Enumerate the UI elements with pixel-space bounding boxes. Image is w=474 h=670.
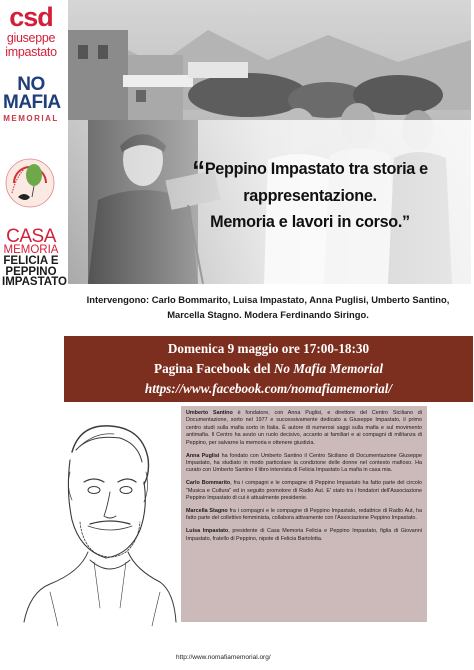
website-url-link[interactable]: http://www.nomafiamemorial.org/ (176, 654, 271, 661)
csd-logo-line1: giuseppe (6, 31, 56, 45)
casa-logo-line5: IMPASTATO (2, 276, 67, 289)
speaker-bios-panel (181, 406, 427, 622)
event-info-banner (64, 336, 473, 402)
bio-text: fra i compagni e le compagne di Peppino Impastato, redattrice di Radio Aut, ha fatto parte del collettivo femminista, collabora attivamente con l'Associazione Peppino Impastato. (186, 507, 423, 522)
event-title-quote (160, 156, 460, 235)
bio-name: Marcella Stagno (186, 507, 228, 514)
csd-logo-title: csd (9, 2, 53, 32)
casa-logo-line3: FELICIA E (3, 255, 59, 268)
quote-line-2: rappresentazione. (243, 187, 377, 205)
quote-line-3: Memoria e lavori in corso.” (210, 213, 410, 231)
historical-photo-collage (68, 0, 471, 284)
bio-paragraph (186, 528, 422, 543)
nomafia-memorial-logo (3, 76, 59, 123)
bio-text: , presidente di Casa Memoria Felicia e Peppino Impastato, figlia di Giovanni Impastato, fratello di Peppino, nipote di Felicia Bartolotta. (186, 528, 422, 542)
bio-paragraph (186, 410, 422, 447)
bio-text: è fondatore, con Anna Puglisi, e direttore del Centro Siciliano di Documentazione, sorto nel 1977 e successivamente dedicato a Giuseppe Impastato, il primo centro studi sulla mafia sorto in Italia. È autore di numerosi saggi sulla mafia e sul movimento antimafia. Il Centro ha avuto un ruolo decisivo, accanto ai familiari e ai compagni di militanza di Peppino, per salvarne la memoria e ottenere giustizia. (186, 410, 422, 446)
casa-logo-line2: MEMORIA (3, 244, 59, 257)
facebook-page-name: No Mafia Memorial (273, 361, 383, 376)
logo-column (0, 0, 67, 290)
bio-paragraph (186, 480, 422, 502)
speakers-line-2: Marcella Stagno. Modera Ferdinando Siringo. (167, 309, 369, 320)
quote-line-1 (160, 156, 460, 183)
speakers-line-1: Intervengono: Carlo Bommarito, Luisa Impastato, Anna Puglisi, Umberto Santino, (86, 294, 450, 305)
bio-name: Luisa Impastato (186, 528, 229, 535)
csd-logo-line2: impastato (5, 44, 57, 59)
bio-text: ha fondato con Umberto Santino il Centro Siciliano di Documentazione Giuseppe Impastato, ha studiato in modo particolare la condizione delle donne nel contesto mafioso. Ha curato con Umberto Santino il libro intervista di Felicia Impastato La mafia in casa mia. (186, 452, 422, 474)
facebook-url-link[interactable]: https://www.facebook.com/nomafiamemorial/ (144, 381, 393, 396)
casa-logo-line4: PEPPINO (5, 265, 57, 278)
quote-open-mark: “ (192, 155, 205, 185)
nomafia-logo-line2: MAFIA (3, 92, 61, 114)
peppino-sketch-portrait (10, 412, 182, 634)
facebook-page-prefix: Pagina Facebook del (154, 361, 274, 376)
association-emblem-icon (4, 153, 56, 215)
bio-name: Carlo Bommarito (186, 480, 231, 487)
casa-logo-line1: CASA (6, 226, 56, 247)
bio-paragraph (186, 453, 422, 475)
bio-paragraph (186, 508, 422, 523)
bio-text: , fra i compagni e le compagne di Peppino Impastato ha fatto parte del circolo "Musica e Cultura" ed in seguito promotore di Radio Aut. E' stato tra i fondatori dell'Associazione Peppino Impastato di cui è attualmente presidente. (186, 480, 423, 502)
csd-logo (2, 4, 60, 58)
quote-line-1-text: Peppino Impastato tra storia e (204, 160, 428, 178)
event-date: Domenica 9 maggio ore 17:00-18:30 (167, 341, 370, 356)
bio-name: Anna Puglisi (186, 452, 220, 459)
nomafia-logo-line3: MEMORIAL (3, 114, 59, 124)
speakers-list (68, 292, 468, 322)
facebook-page-line (64, 361, 473, 377)
casa-memoria-logo (2, 226, 67, 289)
bio-name: Umberto Santino (186, 410, 233, 416)
nomafia-logo-line1: NO (17, 74, 45, 95)
photo-collage-image (68, 0, 471, 284)
